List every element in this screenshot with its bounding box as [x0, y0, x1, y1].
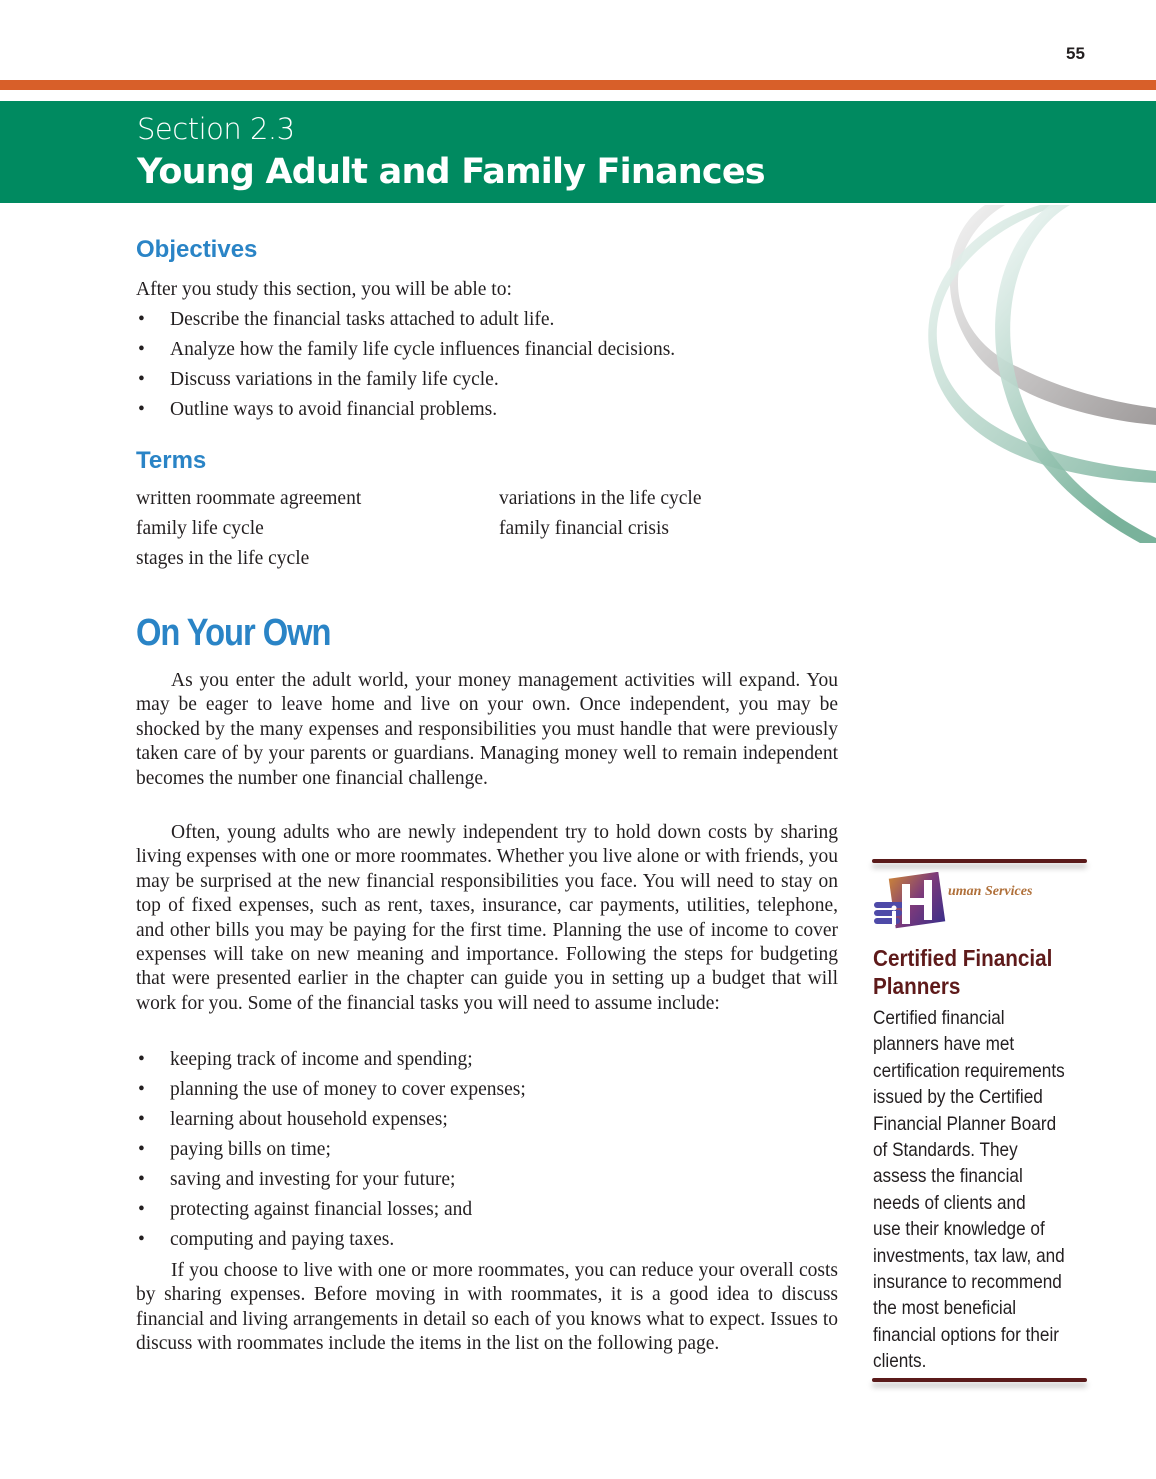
sidebar-body-line: use their knowledge of — [873, 1218, 1045, 1241]
sidebar-body-line: financial options for their — [873, 1323, 1060, 1346]
objectives-heading: Objectives — [136, 236, 258, 263]
sidebar-body-line: insurance to recommend — [873, 1271, 1062, 1294]
terms-column-1 — [136, 484, 361, 574]
bullet-icon: • — [138, 1109, 145, 1130]
objective-item: • Describe the financial tasks attached to adult life. — [136, 305, 675, 335]
terms-heading: Terms — [136, 447, 207, 474]
bullet-icon: • — [138, 1139, 145, 1160]
task-item: • learning about household expenses; — [136, 1105, 526, 1135]
task-item: • keeping track of income and spending; — [136, 1045, 526, 1075]
task-item: • planning the use of money to cover expenses; — [136, 1075, 526, 1105]
task-item: • saving and investing for your future; — [136, 1165, 526, 1195]
main-heading: On Your Own — [136, 612, 331, 654]
financial-tasks-list — [136, 1045, 526, 1255]
bullet-icon: • — [138, 1229, 145, 1250]
sidebar-body-line: needs of clients and — [873, 1191, 1026, 1214]
term-item: stages in the life cycle — [136, 548, 310, 569]
paragraph-intro: As you enter the adult world, your money management activities will expand. You may be eager to leave home and live on your own. Once independent, you may be shocked by the many expenses and responsibilities you must handle that were previously taken care of by your parents or guardians. Managing money well to remain independent becomes the number one financial challenge. — [136, 670, 838, 789]
human-services-logo-icon — [872, 872, 1032, 932]
sidebar-top-rule — [872, 859, 1087, 863]
objectives-intro: After you study this section, you will be able to: — [136, 279, 512, 300]
bullet-icon: • — [138, 339, 145, 360]
sidebar-body-line: investments, tax law, and — [873, 1244, 1065, 1267]
sidebar-body-line: the most beneficial — [873, 1297, 1017, 1320]
sidebar-body-line: issued by the Certified — [873, 1086, 1043, 1109]
page-number: 55 — [1066, 44, 1085, 63]
bullet-icon: • — [138, 1049, 145, 1070]
sidebar-body-line: planners have met — [873, 1033, 1015, 1056]
objective-item: • Discuss variations in the family life cycle. — [136, 365, 675, 395]
bullet-icon: • — [138, 399, 145, 420]
task-item: • computing and paying taxes. — [136, 1225, 526, 1255]
bullet-icon: • — [138, 1199, 145, 1220]
task-item: • protecting against financial losses; and — [136, 1195, 526, 1225]
orange-rule — [0, 80, 1156, 90]
sidebar-body-line: Certified financial — [873, 1007, 1005, 1029]
sidebar-body-line: of Standards. They — [873, 1139, 1018, 1162]
paragraph-roommates: Often, young adults who are newly independent try to hold down costs by sharing living expenses with one or more roommates. Whether you live alone or with friends, you may be surprised at the new financial responsibilities you face. You will need to stay on top of fixed expenses, such as rent, taxes, insurance, car payments, utilities, telephone, and other bills you may be paying for the first time. Planning the use of income to cover expenses will take on new meaning and importance. Following the steps for budgeting that were presented earlier in the chapter can guide you in setting up a budget that will work for you. Some of the financial tasks you will need to assume include: — [136, 822, 838, 1014]
bullet-icon: • — [138, 369, 145, 390]
term-item: written roommate agreement — [136, 488, 362, 509]
decorative-swoosh-icon — [900, 203, 1156, 543]
objective-item: • Analyze how the family life cycle influences financial decisions. — [136, 335, 675, 365]
objective-item: • Outline ways to avoid financial problems. — [136, 395, 675, 425]
sidebar-body-line: clients. — [873, 1350, 927, 1373]
section-label: Section 2.3 — [137, 112, 295, 146]
section-title: Young Adult and Family Finances — [137, 152, 765, 192]
sidebar-body — [873, 1005, 1084, 1375]
bullet-icon: • — [138, 1169, 145, 1190]
task-item: • paying bills on time; — [136, 1135, 526, 1165]
sidebar-bottom-rule — [872, 1378, 1087, 1382]
human-services-logo-text: uman Services — [948, 884, 1033, 899]
term-item: family financial crisis — [499, 518, 670, 539]
sidebar-body-line: Financial Planner Board — [873, 1112, 1057, 1135]
sidebar-title: Certified Financial Planners — [873, 945, 1053, 999]
term-item: variations in the life cycle — [499, 488, 702, 509]
bullet-icon: • — [138, 309, 145, 330]
paragraph-closing: If you choose to live with one or more roommates, you can reduce your overall costs by sharing expenses. Before moving in with roommates, it is a good idea to discuss financial and living arrangements in detail so each of you knows what to expect. Issues to discuss with roommates include the items in the list on the following page. — [136, 1260, 838, 1355]
term-item: family life cycle — [136, 518, 264, 539]
terms-column-2 — [499, 484, 702, 544]
sidebar-body-line: certification requirements — [873, 1059, 1065, 1082]
bullet-icon: • — [138, 1079, 145, 1100]
sidebar-body-line: assess the financial — [873, 1165, 1023, 1188]
objectives-list — [136, 305, 675, 425]
